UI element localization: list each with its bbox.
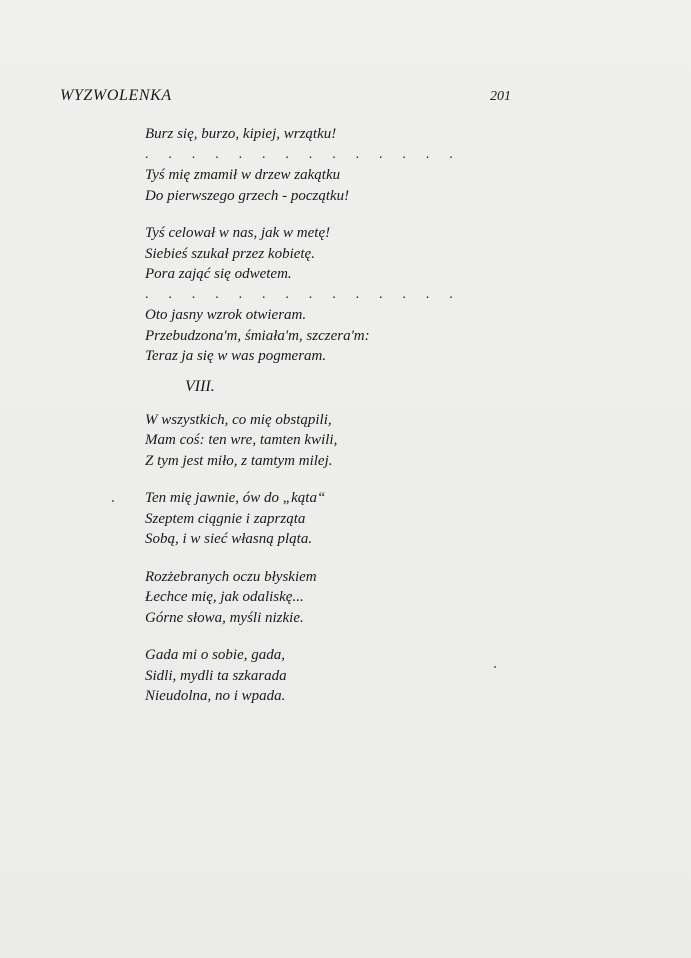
verse-line: Burz się, burzo, kipiej, wrzątku! — [145, 126, 337, 142]
verse-line: Teraz ja się w was pogmeram. — [145, 348, 327, 364]
running-title: WYZWOLENKA — [60, 87, 172, 104]
verse-line: Sobą, i w sieć własną pląta. — [145, 531, 313, 547]
page-header — [60, 87, 511, 109]
ellipsis-dots: . . . . . . . . . . . . . . — [145, 146, 461, 162]
stanza — [145, 410, 465, 472]
page-number: 201 — [490, 89, 511, 104]
ellipsis-dots: . . . . . . . . . . . . . . — [145, 286, 461, 302]
stanza-gap — [145, 628, 465, 645]
stanza — [145, 124, 465, 206]
verse-line: Mam coś: ten wre, tamten kwili, — [145, 432, 338, 448]
paper-speck — [494, 666, 496, 668]
verse-line: Oto jasny wzrok otwieram. — [145, 307, 307, 323]
verse-line: Do pierwszego grzech - początku! — [145, 187, 350, 204]
stanza-gap — [145, 550, 465, 567]
verse-line: Tyś mię zmamił w drzew zakątku — [145, 167, 341, 183]
section-number: VIII. — [185, 377, 215, 395]
verse-line: Rozżebranych oczu błyskiem — [145, 568, 317, 585]
verse-line: Pora zająć się odwetem. — [145, 266, 292, 282]
verse-line: Sidli, mydli ta szkarada — [145, 667, 287, 684]
verse-line: Szeptem ciągnie i zaprząta — [145, 510, 306, 527]
stanza-gap — [145, 206, 465, 223]
verse-line: W wszystkich, co mię obstąpili, — [145, 411, 332, 428]
verse-line: Gada mi o sobie, gada, — [145, 647, 285, 663]
stanza — [145, 567, 465, 629]
verse-line: Przebudzona'm, śmiała'm, szczera'm: — [145, 327, 370, 344]
poem-body — [145, 124, 465, 707]
verse-line: Z tym jest miło, z tamtym milej. — [145, 452, 333, 469]
stanza — [145, 223, 465, 367]
verse-line: Górne słowa, myśli nizkie. — [145, 609, 304, 626]
verse-line: Siebieś szukał przez kobietę. — [145, 245, 315, 262]
stanza-gap — [145, 471, 465, 488]
verse-line: Nieudolna, no i wpada. — [145, 688, 286, 704]
verse-line: Ten mię jawnie, ów do „kąta“ — [145, 490, 326, 506]
paper-speck — [112, 500, 114, 502]
verse-line: Łechce mię, jak odaliskę... — [145, 589, 304, 605]
stanza — [145, 488, 465, 550]
stanza — [145, 645, 465, 707]
verse-line: Tyś celował w nas, jak w metę! — [145, 225, 331, 241]
